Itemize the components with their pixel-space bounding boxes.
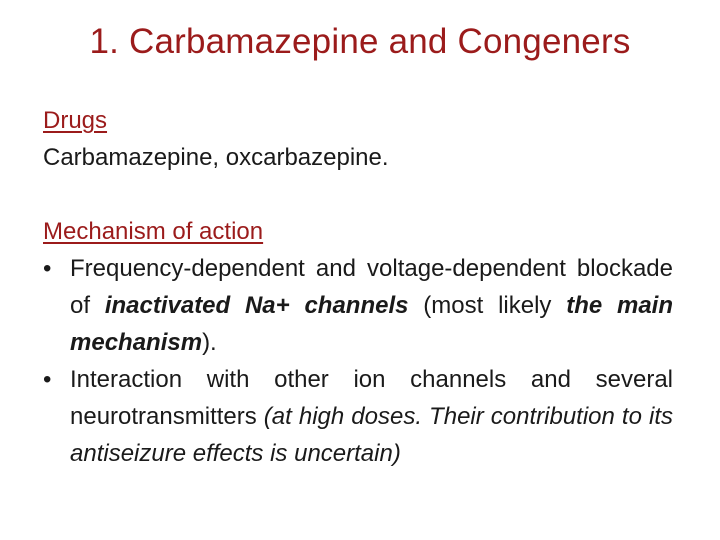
bullet-1-text-c: ). bbox=[202, 329, 217, 356]
slide-body bbox=[43, 102, 673, 472]
bullet-1-text-b: (most likely bbox=[408, 292, 567, 319]
mechanism-bullet-1 bbox=[43, 250, 673, 361]
bullet-icon: • bbox=[43, 255, 52, 282]
mechanism-bullet-2 bbox=[43, 361, 673, 472]
bullet-1-text-a: Frequency-dependent and voltage-dependent blockade of bbox=[70, 255, 673, 319]
bullet-1-emphasis-mechanism: the main mechanism bbox=[70, 292, 674, 356]
bullet-2-text: Interaction with other ion channels and several neurotransmitters bbox=[70, 366, 673, 430]
bullet-2-italic-note: (at high doses. Their contribution to its antiseizure effects is uncertain) bbox=[70, 403, 674, 467]
section-spacer bbox=[43, 176, 673, 213]
mechanism-bullet-list bbox=[43, 250, 673, 472]
drugs-list: Carbamazepine, oxcarbazepine. bbox=[43, 144, 389, 171]
mechanism-heading: Mechanism of action bbox=[43, 218, 264, 245]
drugs-heading: Drugs bbox=[43, 107, 108, 134]
bullet-1-emphasis-channels: inactivated Na+ channels bbox=[104, 292, 409, 319]
bullet-icon: • bbox=[43, 366, 52, 393]
slide-title: 1. Carbamazepine and Congeners bbox=[89, 22, 631, 61]
